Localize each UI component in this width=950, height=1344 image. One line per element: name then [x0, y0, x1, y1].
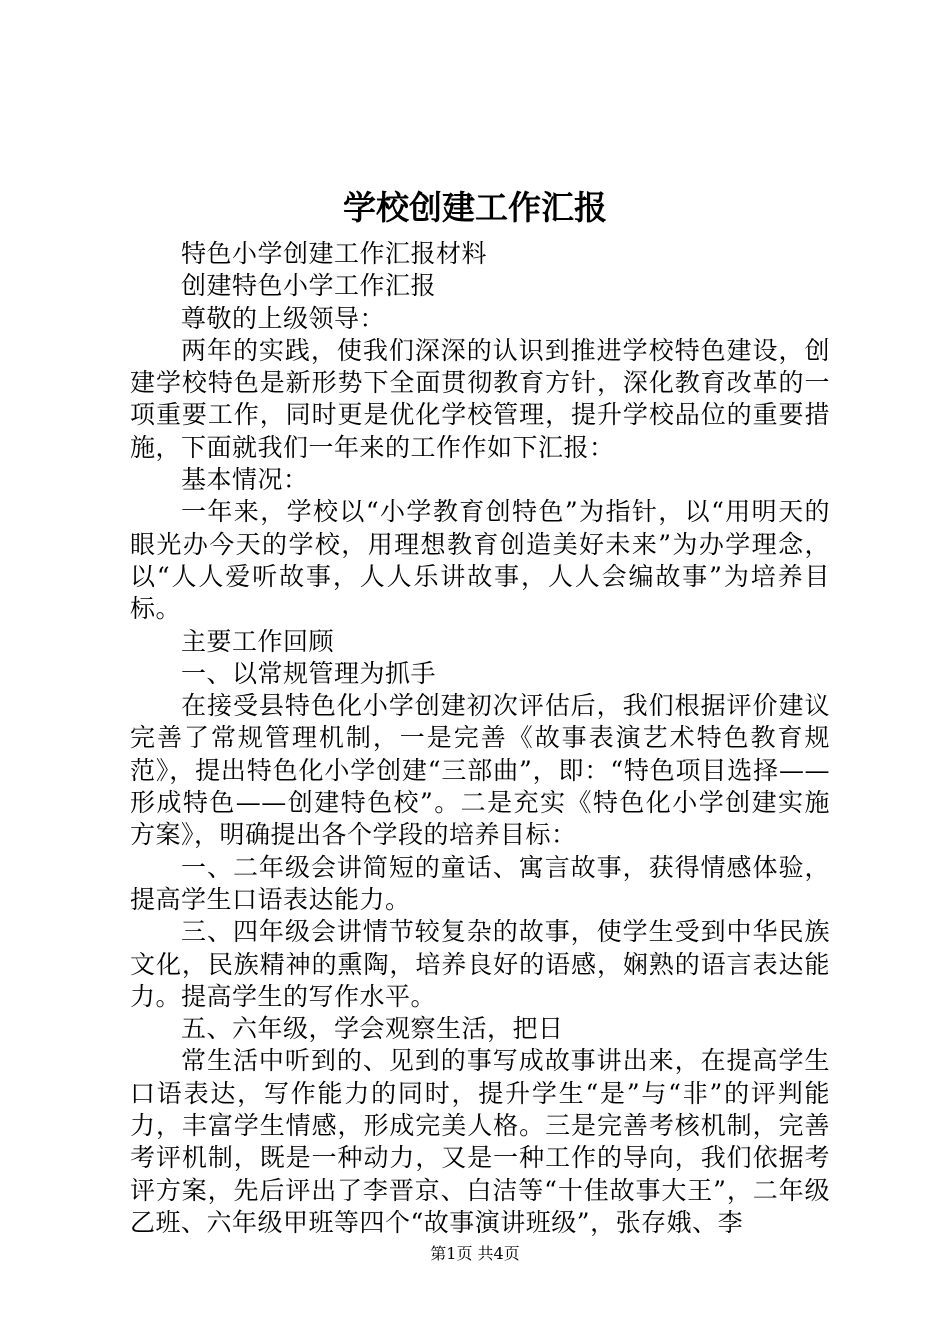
- paragraph-grades-3-4: 三、四年级会讲情节较复杂的故事，使学生受到中华民族文化，民族精神的熏陶，培养良好的语感，娴熟的语言表达能力。提高学生的写作水平。: [130, 917, 830, 1011]
- heading-work-review: 主要工作回顾: [181, 626, 335, 656]
- page-footer: 第1页 共4页: [430, 1244, 520, 1263]
- paragraph-salutation: 尊敬的上级领导：: [181, 303, 386, 333]
- paragraph-intro: 两年的实践，使我们深深的认识到推进学校特色建设，创建学校特色是新形势下全面贯彻教育方针，深化教育改革的一项重要工作，同时更是优化学校管理，提升学校品位的重要措施，下面就我们一年来的工作作如下汇报：: [130, 335, 830, 462]
- paragraph-continued: 常生活中听到的、见到的事写成故事讲出来，在提高学生口语表达，写作能力的同时，提升学生“是”与“非”的评判能力，丰富学生情感，形成完美人格。三是完善考核机制，完善考评机制，既是一种动力，又是一种工作的导向，我们依据考评方案，先后评出了李晋京、白洁等“十佳故事大王”，二年级乙班、六年级甲班等四个“故事演讲班级”，张存娥、李: [130, 1046, 830, 1237]
- paragraph-grades-1-2: 一、二年级会讲简短的童话、寓言故事，获得情感体验，提高学生口语表达能力。: [130, 852, 830, 914]
- paragraph-basic-situation: 一年来，学校以“小学教育创特色”为指针，以“用明天的眼光办今天的学校，用理想教育创造美好未来”为办学理念，以“人人爱听故事，人人乐讲故事，人人会编故事”为培养目标。: [130, 497, 830, 624]
- heading-section-one: 一、以常规管理为抓手: [181, 658, 437, 688]
- heading-basic-situation: 基本情况：: [181, 465, 309, 495]
- paragraph-subtitle-2: 创建特色小学工作汇报: [181, 271, 437, 301]
- document-title: 学校创建工作汇报: [343, 188, 607, 227]
- document-body: [130, 238, 830, 1239]
- paragraph-routine-management: 在接受县特色化小学创建初次评估后，我们根据评价建议完善了常规管理机制，一是完善《故事表演艺术特色教育规范》，提出特色化小学创建“三部曲”，即：“特色项目选择——形成特色——创建特色校”。二是充实《特色化小学创建实施方案》，明确提出各个学段的培养目标：: [130, 691, 830, 850]
- paragraph-subtitle-1: 特色小学创建工作汇报材料: [181, 239, 488, 268]
- paragraph-grades-5-6: 五、六年级，学会观察生活，把日: [181, 1014, 564, 1044]
